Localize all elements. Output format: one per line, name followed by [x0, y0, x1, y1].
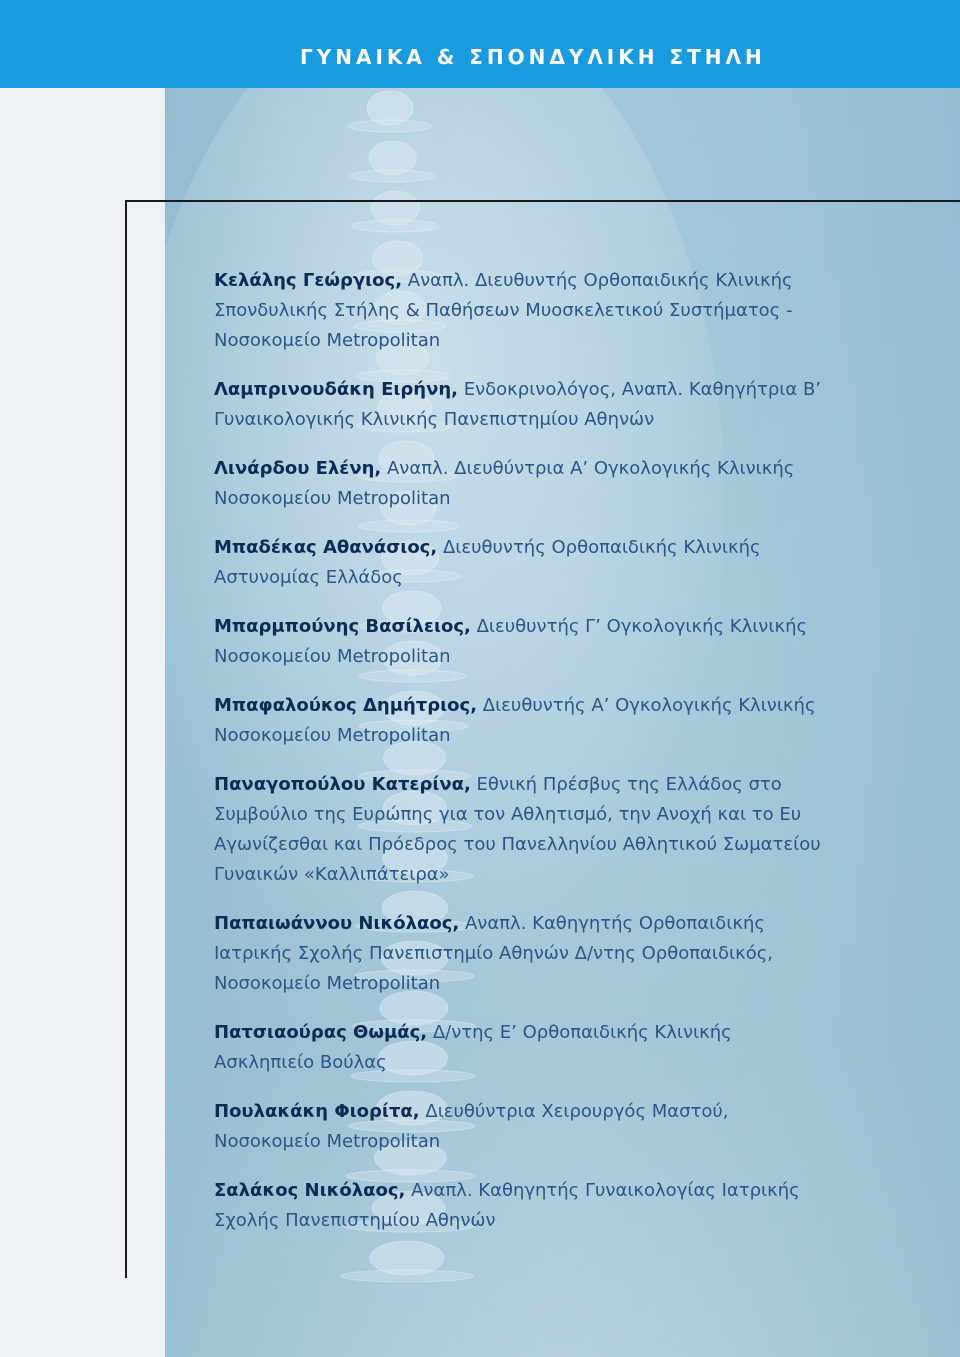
contributor-description: Διευθυντής Α’ Ογκολογικής Κλινικής Νοσοκομείου Metropolitan: [214, 695, 816, 746]
contributor-entry: [214, 909, 834, 999]
contributor-name: Πουλακάκη Φιορίτα,: [214, 1101, 420, 1122]
contributors-list: [214, 266, 834, 1255]
frame-top-rule: [125, 200, 960, 202]
contributor-name: Μπαδέκας Αθανάσιος,: [214, 537, 438, 558]
contributor-name: Κελάλης Γεώργιος,: [214, 270, 403, 291]
contributor-entry: [214, 1176, 834, 1236]
contributor-entry: [214, 454, 834, 514]
contributor-description: Εθνική Πρέσβυς της Ελλάδος στο Συμβούλιο της Ευρώπης για τον Αθλητισμό, την Ανοχή και το Ευ Αγωνίζεσθαι και Πρόεδρος του Πανελληνίου Αθλητικού Σωματείου Γυναικών «Καλλιπάτειρα»: [214, 774, 821, 885]
contributor-name: Μπαφαλούκος Δημήτριος,: [214, 695, 478, 716]
contributor-description: Διευθυντής Γ’ Ογκολογικής Κλινικής Νοσοκομείου Metropolitan: [214, 616, 808, 667]
contributor-name: Παπαιωάννου Νικόλαος,: [214, 913, 460, 934]
frame-left-rule: [125, 200, 127, 1278]
contributor-entry: [214, 375, 834, 435]
contributor-name: Λαμπρινουδάκη Ειρήνη,: [214, 379, 458, 400]
contributor-description: Ενδοκρινολόγος, Αναπλ. Καθηγήτρια Β’ Γυναικολογικής Κλινικής Πανεπιστημίου Αθηνών: [214, 379, 822, 430]
left-margin-band: [0, 88, 165, 1357]
contributor-description: Αναπλ. Διευθύντρια Α’ Ογκολογικής Κλινικής Νοσοκομείου Metropolitan: [214, 458, 795, 509]
contributor-description: Αναπλ. Καθηγητής Ορθοπαιδικής Ιατρικής Σχολής Πανεπιστημίο Αθηνών Δ/ντης Ορθοπαιδικός, Νοσοκομείο Metropolitan: [214, 913, 774, 994]
page-title: ΓΥΝΑΙΚΑ & ΣΠΟΝΔΥΛΙΚΗ ΣΤΗΛΗ: [300, 45, 766, 69]
contributor-name: Λινάρδου Ελένη,: [214, 458, 382, 479]
contributor-name: Παναγοπούλου Κατερίνα,: [214, 774, 471, 795]
contributor-entry: [214, 612, 834, 672]
contributor-entry: [214, 691, 834, 751]
contributor-entry: [214, 770, 834, 890]
contributor-entry: [214, 266, 834, 356]
contributor-entry: [214, 1097, 834, 1157]
contributor-description: Αναπλ. Διευθυντής Ορθοπαιδικής Κλινικής Σπονδυλικής Στήλης & Παθήσεων Μυοσκελετικού Συστήματος - Νοσοκομείο Metropolitan: [214, 270, 793, 351]
contributor-entry: [214, 1018, 834, 1078]
contributor-name: Μπαρμπούνης Βασίλειος,: [214, 616, 471, 637]
contributor-description: Διευθυντής Ορθοπαιδικής Κλινικής Αστυνομίας Ελλάδος: [214, 537, 761, 588]
contributor-name: Πατσιαούρας Θωμάς,: [214, 1022, 428, 1043]
contributor-description: Αναπλ. Καθηγητής Γυναικολογίας Ιατρικής Σχολής Πανεπιστημίου Αθηνών: [214, 1180, 800, 1231]
header-bar: [0, 0, 960, 88]
contributor-name: Σαλάκος Νικόλαος,: [214, 1180, 406, 1201]
contributor-entry: [214, 533, 834, 593]
contributor-description: Δ/ντης Ε’ Ορθοπαιδικής Κλινικής Ασκληπιείο Βούλας: [214, 1022, 732, 1073]
contributor-description: Διευθύντρια Χειρουργός Μαστού, Νοσοκομείο Metropolitan: [214, 1101, 729, 1152]
